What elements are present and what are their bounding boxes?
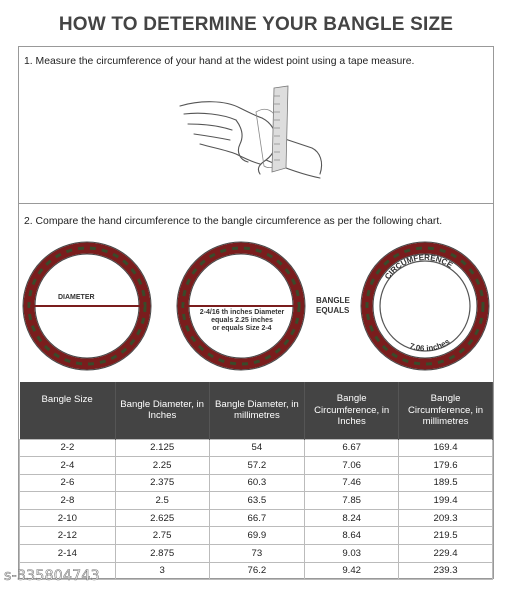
- table-row: [20, 457, 493, 475]
- table-cell: 2.25: [115, 457, 209, 475]
- bangle-size-illustration: [176, 241, 306, 371]
- step-2-text: 2. Compare the hand circumference to the bangle circumference as per the following chart.: [24, 216, 443, 227]
- table-row: [20, 509, 493, 527]
- table-row: [20, 527, 493, 545]
- table-cell: 2-4: [20, 457, 116, 475]
- table-cell: 60.3: [209, 474, 305, 492]
- header-diameter-inches: Bangle Diameter, in Inches: [115, 382, 209, 439]
- diameter-note: [190, 309, 294, 333]
- table-cell: 9.03: [305, 545, 399, 563]
- header-circumference-mm: Bangle Circumference, in millimetres: [399, 382, 493, 439]
- table-row: [20, 492, 493, 510]
- table-cell: 2.375: [115, 474, 209, 492]
- table-cell: 63.5: [209, 492, 305, 510]
- table-cell: 199.4: [399, 492, 493, 510]
- table-cell: 229.4: [399, 545, 493, 563]
- diameter-note-line-2: equals 2.25 inches: [211, 317, 273, 325]
- table-cell: 2-6: [20, 474, 116, 492]
- table-cell: 7.85: [305, 492, 399, 510]
- table-cell: 2.75: [115, 527, 209, 545]
- table-cell: 2-2: [20, 439, 116, 457]
- equals-line-1: BANGLE: [316, 296, 350, 305]
- table-cell: 209.3: [399, 509, 493, 527]
- table-cell: 2-8: [20, 492, 116, 510]
- table-cell: 66.7: [209, 509, 305, 527]
- table-cell: 9.42: [305, 562, 399, 580]
- page-title: HOW TO DETERMINE YOUR BANGLE SIZE: [58, 14, 454, 35]
- table-row: [20, 545, 493, 563]
- diameter-label: DIAMETER: [58, 294, 95, 301]
- bangle-diameter-illustration: [22, 241, 152, 371]
- step-1-text: 1. Measure the circumference of your hand at the widest point using a tape measure.: [24, 56, 415, 67]
- equals-line-2: EQUALS: [316, 305, 350, 315]
- table-cell: 54: [209, 439, 305, 457]
- table-cell: 6.67: [305, 439, 399, 457]
- table-cell: 2.875: [115, 545, 209, 563]
- table-cell: 2-14: [20, 545, 116, 563]
- header-circumference-inches: Bangle Circumference, in Inches: [305, 382, 399, 439]
- table-cell: 76.2: [209, 562, 305, 580]
- table-header-row: [20, 382, 493, 439]
- table-cell: 179.6: [399, 457, 493, 475]
- bangle-size-table: [19, 382, 493, 580]
- table-cell: 2.5: [115, 492, 209, 510]
- table-cell: 7.06: [305, 457, 399, 475]
- bangle-circumference-illustration: [360, 241, 490, 371]
- table-cell: 8.24: [305, 509, 399, 527]
- circumference-label: CIRCUMFERENCE: [382, 252, 455, 282]
- circumference-value: 7.06 inches: [408, 336, 452, 354]
- table-row: [20, 474, 493, 492]
- table-cell: 2-10: [20, 509, 116, 527]
- table-cell: 3: [115, 562, 209, 580]
- table-cell: 239.3: [399, 562, 493, 580]
- section-divider: [18, 203, 494, 204]
- diameter-note-line-3: or equals Size 2-4: [212, 325, 272, 333]
- table-cell: 189.5: [399, 474, 493, 492]
- table-row: [20, 439, 493, 457]
- bangle-equals-text: [316, 296, 350, 315]
- hand-measuring-illustration: [170, 78, 330, 198]
- header-diameter-mm: Bangle Diameter, in millimetres: [209, 382, 305, 439]
- table-cell: 219.5: [399, 527, 493, 545]
- table-cell: 2.125: [115, 439, 209, 457]
- table-cell: 8.64: [305, 527, 399, 545]
- table-cell: 2.625: [115, 509, 209, 527]
- table-cell: 169.4: [399, 439, 493, 457]
- table-cell: 73: [209, 545, 305, 563]
- table-cell: 2-12: [20, 527, 116, 545]
- table-cell: 7.46: [305, 474, 399, 492]
- table-cell: 69.9: [209, 527, 305, 545]
- header-bangle-size: Bangle Size: [20, 382, 116, 439]
- table-cell: 57.2: [209, 457, 305, 475]
- diameter-note-line-1: 2-4/16 th inches Diameter: [199, 309, 285, 316]
- watermark-text: s-335804743: [4, 568, 100, 584]
